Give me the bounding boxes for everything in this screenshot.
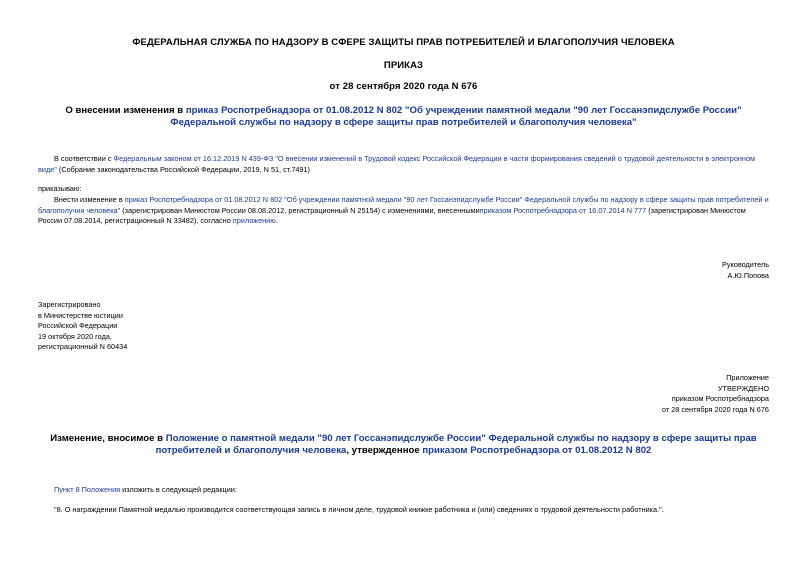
signature-name: А.Ю.Попова — [727, 270, 769, 280]
order-text-4: . — [275, 216, 278, 225]
registration-line: регистрационный N 60434 — [38, 342, 128, 351]
signature-block — [722, 260, 769, 281]
appendix-link[interactable]: приложению — [232, 216, 276, 225]
order-title-link[interactable]: приказ Роспотребнадзора от 01.08.2012 N 802 "Об учреждении памятной медали "90 лет Госсанэпидслужбе России" Федеральной службы по надзору в сфере защиты прав потребителей и благополучия человека" — [170, 105, 742, 128]
federal-law-link[interactable]: Федеральным законом от 16.12.2019 N 439-ФЗ "О внесении изменений в Трудовой кодекс Российской Федерации в части формирования сведений о трудовой деятельности в электронном виде" — [38, 154, 756, 174]
order-word: приказываю: — [38, 184, 82, 193]
order-text-2: (зарегистрирован Минюстом России 08.08.2012, регистрационный N 25154) с изменениями, внесенными — [120, 205, 480, 215]
order-paragraph — [38, 195, 771, 227]
appendix-approval-block — [662, 373, 769, 415]
appendix-line: от 28 сентября 2020 года N 676 — [661, 404, 769, 414]
order-text-1: Внести изменение в — [54, 195, 125, 204]
doc-type-heading: ПРИКАЗ — [383, 60, 424, 71]
point-8-link[interactable]: Пункт 8 Положения — [54, 485, 121, 494]
order-777-link[interactable]: приказом Роспотребнадзора от 16.07.2014 N 777 — [479, 205, 647, 215]
order-title — [32, 105, 775, 129]
appendix-line: УТВЕРЖДЕНО — [717, 383, 769, 393]
registration-block — [38, 300, 127, 353]
signature-role: Руководитель — [721, 260, 769, 269]
preamble-text-2: (Собрание законодательства Российской Федерации, 2019, N 51, ст.7491) — [56, 164, 310, 174]
order-title-prefix: О внесении изменения в — [65, 105, 186, 116]
registration-line: в Министерстве юстиции — [38, 310, 123, 320]
change-title-text-2: , утвержденное — [346, 445, 423, 456]
registration-line: Российской Федерации — [38, 321, 118, 330]
registration-line: 19 октября 2020 года, — [38, 331, 112, 341]
preamble-paragraph — [38, 154, 771, 175]
point-text: изложить в следующей редакции: — [120, 485, 237, 494]
regulation-link[interactable]: Положение о памятной медали "90 лет Госсанэпидслужбе России" Федеральной службы по надзору в сфере защиты прав потребителей и благополучия человека — [155, 433, 757, 456]
change-title-text-1: Изменение, вносимое в — [50, 433, 166, 444]
appendix-line: приказом Роспотребнадзора — [671, 394, 769, 403]
change-title — [32, 433, 775, 457]
order-802-title-link[interactable]: приказом Роспотребнадзора от 01.08.2012 N 802 — [422, 445, 652, 456]
order-802-link[interactable]: приказ Роспотребнадзора от 01.08.2012 N 802 "Об учреждении памятной медали "90 лет Госсанэпидслужбе России" Федеральной службы по надзору в сфере защиты прав потребителей и благополучия человека" — [38, 195, 769, 215]
registration-line: Зарегистрировано — [38, 300, 101, 309]
order-text-3: (зарегистрирован Минюстом России 07.08.2014, регистрационный N 33482), согласно — [38, 205, 746, 225]
preamble-text-1: В соответствии с — [54, 154, 114, 163]
point-paragraph — [54, 485, 237, 496]
appendix-line: Приложение — [726, 373, 769, 382]
new-wording-quote: "8. О награждении Памятной медалью производится соответствующая запись в личном деле, трудовой книжке работника и (или) сведениях о трудовой деятельности работника.". — [54, 505, 664, 514]
agency-heading: ФЕДЕРАЛЬНАЯ СЛУЖБА ПО НАДЗОРУ В СФЕРЕ ЗАЩИТЫ ПРАВ ПОТРЕБИТЕЛЕЙ И БЛАГОПОЛУЧИЯ ЧЕЛОВЕКА — [132, 37, 675, 48]
doc-date-number: от 28 сентября 2020 года N 676 — [329, 81, 478, 92]
